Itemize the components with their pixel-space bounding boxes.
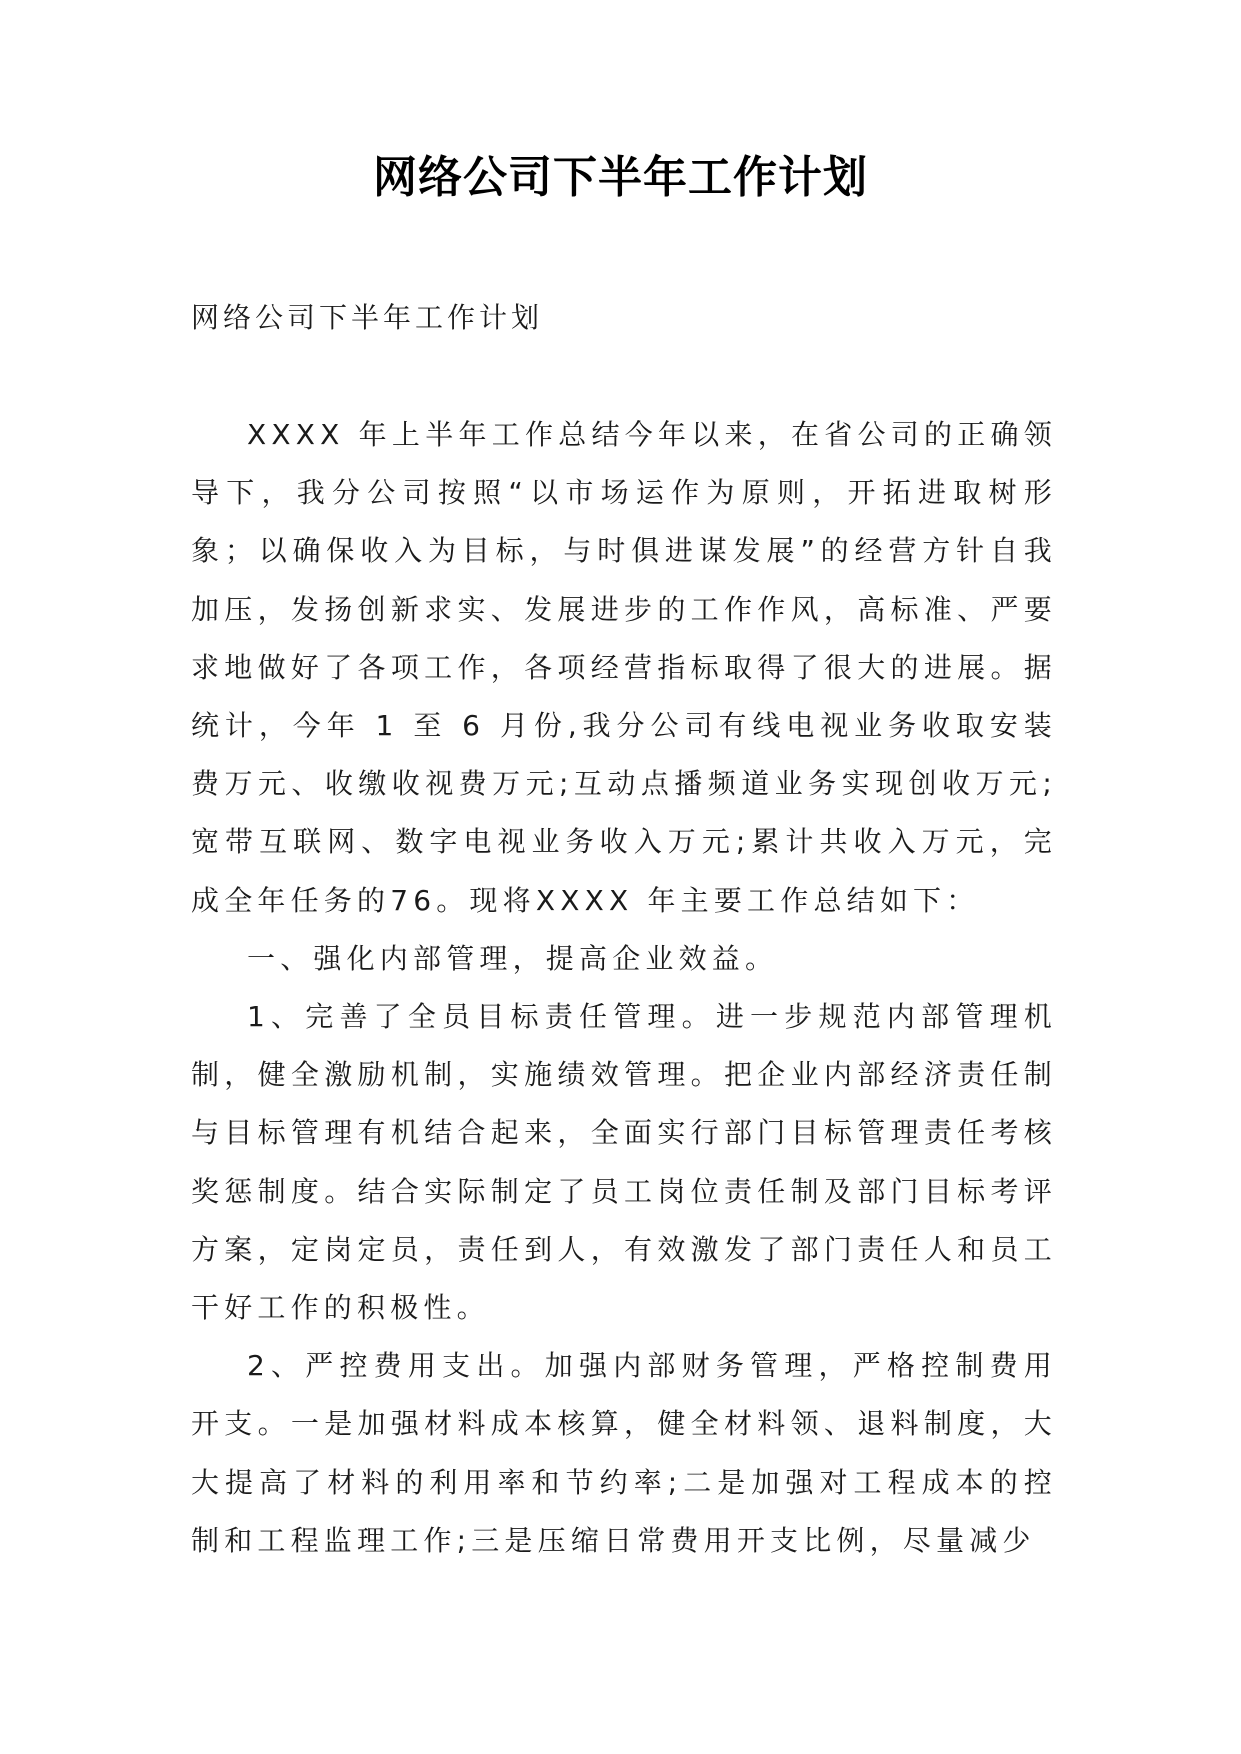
document-body bbox=[191, 406, 1057, 1570]
paragraph-summary: XXXX 年上半年工作总结今年以来，在省公司的正确领导下，我分公司按照“以市场运作为原则，开拓进取树形象；以确保收入为目标，与时俱进谋发展”的经营方针自我加压，发扬创新求实、发展进步的工作作风，高标准、严要求地做好了各项工作，各项经营指标取得了很大的进展。据统计，今年 1 至 6 月份,我分公司有线电视业务收取安装费万元、收缴收视费万元;互动点播频道业务实现创收万元;宽带互联网、数字电视业务收入万元;累计共收入万元，完成全年任务的76。现将XXXX 年主要工作总结如下： bbox=[191, 418, 1057, 917]
document-subtitle: 网络公司下半年工作计划 bbox=[191, 301, 544, 334]
document-title: 网络公司下半年工作计划 bbox=[373, 152, 868, 203]
paragraph-section-heading: 一、强化内部管理，提高企业效益。 bbox=[247, 941, 779, 975]
paragraph-item-1: 1、完善了全员目标责任管理。进一步规范内部管理机制，健全激励机制，实施绩效管理。把企业内部经济责任制与目标管理有机结合起来，全面实行部门目标管理责任考核奖惩制度。结合实际制定了员工岗位责任制及部门目标考评方案，定岗定员，责任到人，有效激发了部门责任人和员工干好工作的积极性。 bbox=[191, 1000, 1057, 1325]
paragraph-item-2: 2、严控费用支出。加强内部财务管理，严格控制费用开支。一是加强材料成本核算，健全材料领、退料制度，大大提高了材料的利用率和节约率;二是加强对工程成本的控制和工程监理工作;三是压缩日常费用开支比例，尽量减少 bbox=[191, 1349, 1057, 1557]
